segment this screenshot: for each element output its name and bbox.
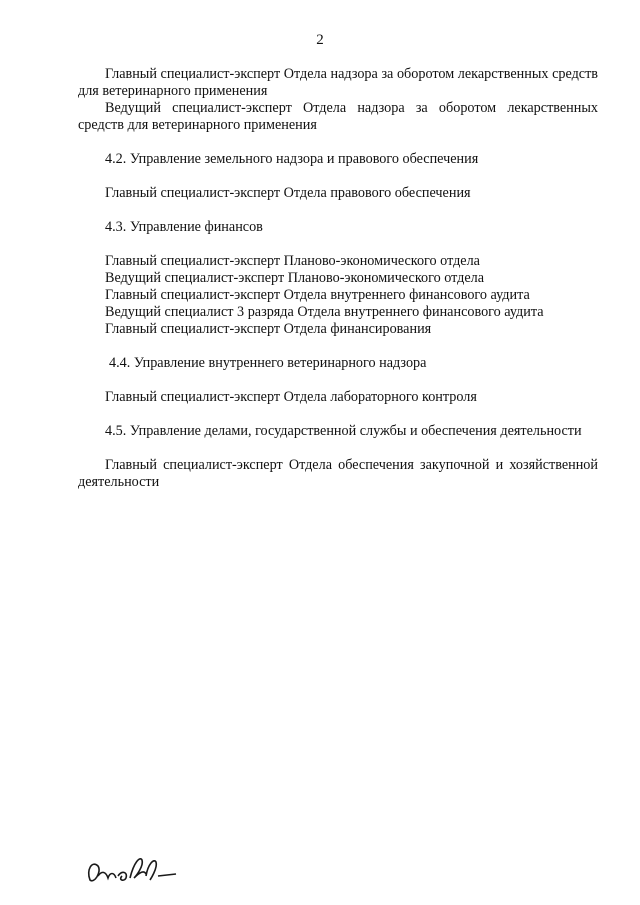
handwritten-signature xyxy=(84,850,184,892)
position-line: Главный специалист-эксперт Планово-экономического отдела xyxy=(105,253,480,269)
section-heading-4-4: 4.4. Управление внутреннего ветеринарного надзора xyxy=(109,355,427,371)
section-heading-4-3: 4.3. Управление финансов xyxy=(105,219,263,235)
section-heading-4-2: 4.2. Управление земельного надзора и правового обеспечения xyxy=(105,151,479,167)
position-paragraph: Главный специалист-эксперт Отдела обеспечения закупочной и хозяйственной деятельности xyxy=(78,457,598,490)
position-line: Главный специалист-эксперт Отдела внутреннего финансового аудита xyxy=(105,287,530,303)
position-line: Главный специалист-эксперт Отдела лабораторного контроля xyxy=(105,389,477,405)
position-line: Ведущий специалист 3 разряда Отдела внутреннего финансового аудита xyxy=(105,304,544,320)
page-number: 2 xyxy=(316,32,324,48)
position-line: Ведущий специалист-эксперт Планово-экономического отдела xyxy=(105,270,485,286)
document-body xyxy=(78,66,598,491)
position-paragraph: Ведущий специалист-эксперт Отдела надзора за оборотом лекарственных средств для ветеринарного применения xyxy=(78,100,598,133)
section-heading-4-5: 4.5. Управление делами, государственной службы и обеспечения деятельности xyxy=(105,423,582,439)
position-line: Главный специалист-эксперт Отдела финансирования xyxy=(105,321,432,337)
position-line: Главный специалист-эксперт Отдела правового обеспечения xyxy=(105,185,471,201)
position-paragraph: Главный специалист-эксперт Отдела надзора за оборотом лекарственных средств для ветеринарного применения xyxy=(78,66,598,99)
